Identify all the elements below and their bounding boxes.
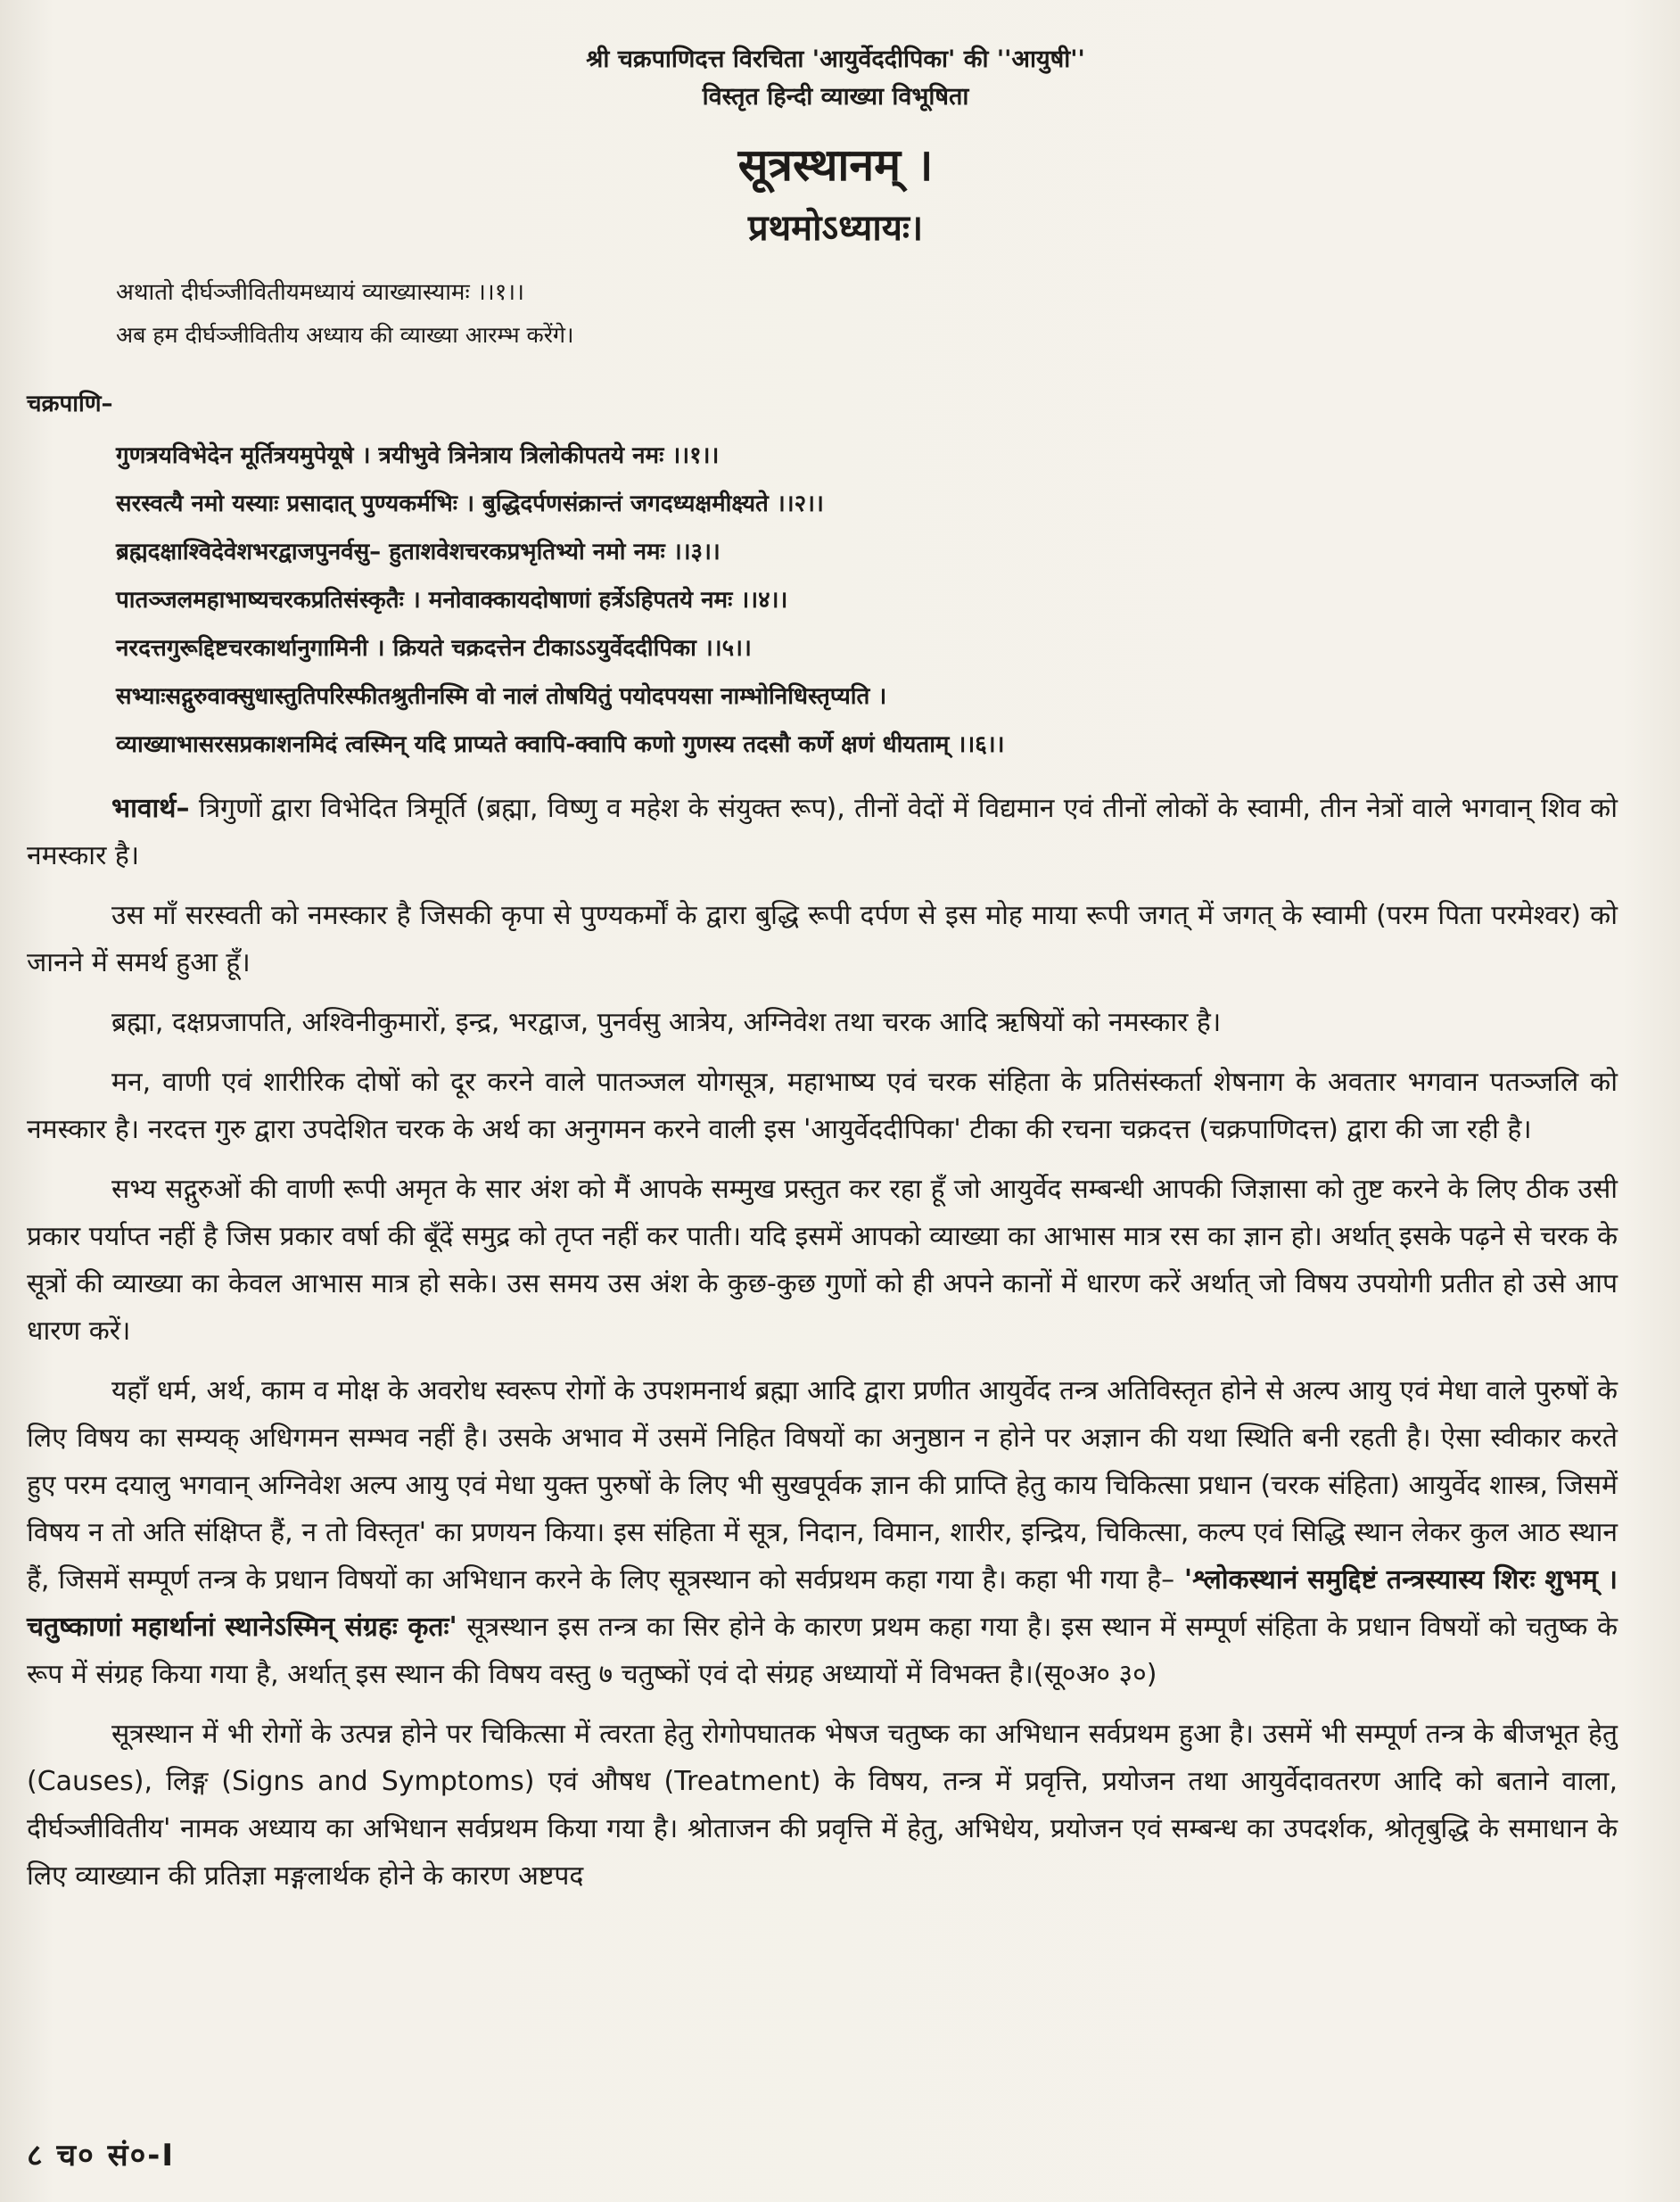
header-line-1: श्री चक्रपाणिदत्त विरचिता 'आयुर्वेददीपिका' की ''आयुषी'' bbox=[586, 45, 1085, 73]
quoted-verse: 'श्लोकस्थानं समुद्दिष्टं तन्त्रस्यास्य शिरः शुभम् । चतुष्काणां महार्थानां स्थानेऽस्मिन् संग्रहः कृतः' bbox=[27, 1564, 1618, 1643]
mangala-verse: नरदत्तगुरूद्दिष्टचरकार्थानुगामिनी । क्रियते चक्रदत्तेन टीकाऽऽयुर्वेददीपिका ।।५।। bbox=[116, 635, 752, 662]
mangala-verse: व्याख्याभासरसप्रकाशनमिदं त्वस्मिन् यदि प्राप्यते क्वापि-क्वापि कणो गुणस्य तदसौ कर्णे क्षणं धीयताम् ।।६।। bbox=[116, 731, 1005, 758]
mangala-verse: ब्रह्मदक्षाश्विदेवेशभरद्वाजपुनर्वसु– हुताशवेशचरकप्रभृतिभ्यो नमो नमः ।।३।। bbox=[116, 539, 721, 565]
paragraph bbox=[27, 1367, 1618, 1698]
bhavartha-label: भावार्थ– bbox=[111, 793, 190, 824]
mangala-verses bbox=[27, 432, 1618, 769]
paragraph bbox=[27, 785, 1618, 879]
page-header bbox=[54, 41, 1618, 116]
paragraph-text: सूत्रस्थान इस तन्त्र का सिर होने के कारण प्रथम कहा गया है। इस स्थान में सम्पूर्ण संहिता के प्रधान विषयों को चतुष्क के रूप में संग्रह किया गया है, अर्थात् इस स्थान की विषय वस्तु ७ चतुष्कों एवं दो संग्रह अध्यायों में विभक्त है।(सू०अ० ३०) bbox=[27, 1612, 1618, 1690]
sutra-verse: अथातो दीर्घञ्जीवितीयमध्यायं व्याख्यास्यामः ।।१।। bbox=[116, 279, 524, 306]
paragraph: उस माँ सरस्वती को नमस्कार है जिसकी कृपा से पुण्यकर्मों के द्वारा बुद्धि रूपी दर्पण से इस मोह माया रूपी जगत् में जगत् के स्वामी (परम पिता परमेश्वर) को जानने में समर्थ हुआ हूँ। bbox=[27, 900, 1618, 978]
paragraph-text: यहाँ धर्म, अर्थ, काम व मोक्ष के अवरोध स्वरूप रोगों के उपशमनार्थ ब्रह्मा आदि द्वारा प्रणीत आयुर्वेद तन्त्र अतिविस्तृत होने से अल्प आयु एवं मेधा वाले पुरुषों के लिए विषय का सम्यक् अधिगमन सम्भव नहीं है। उसके अभाव में उसमें निहित विषयों का अनुष्ठान न होने पर अज्ञान की यथा स्थिति बनी रहती है। ऐसा स्वीकार करते हुए परम दयालु भगवान् अग्निवेश अल्प आयु एवं मेधा युक्त पुरुषों के लिए भी सुखपूर्वक ज्ञान की प्राप्ति हेतु काय चिकित्सा प्रधान (चरक संहिता) आयुर्वेद शास्त्र, जिसमें विषय न तो अति संक्षिप्त हैं, न तो विस्तृत' का प्रणयन किया। इस संहिता में सूत्र, निदान, विमान, शारीर, इन्द्रिय, चिकित्सा, कल्प एवं सिद्धि स्थान लेकर कुल आठ स्थान हैं, जिसमें सम्पूर्ण तन्त्र के प्रधान विषयों का अभिधान करने के लिए सूत्रस्थान को सर्वप्रथम कहा गया है। कहा भी गया है– bbox=[27, 1375, 1618, 1596]
mangala-verse: सभ्याःसद्गुरुवाक्सुधास्तुतिपरिस्फीतश्रुतीनस्मि वो नालं तोषयितुं पयोदपयसा नाम्भोनिधिस्तृप्यति । bbox=[116, 683, 887, 710]
page-footer-signature: ८ च० सं०-I bbox=[27, 2138, 176, 2173]
mangala-verse: पातञ्जलमहाभाष्यचरकप्रतिसंस्कृतैः । मनोवाक्कायदोषाणां हर्त्रेऽहिपतये नमः ।।४।। bbox=[116, 587, 788, 614]
header-line-2: विस्तृत हिन्दी व्याख्या विभूषिता bbox=[702, 83, 969, 111]
mangala-verse: सरस्वत्यै नमो यस्याः प्रसादात् पुण्यकर्मभिः । बुद्धिदर्पणसंक्रान्तं जगदध्यक्षमीक्ष्यते ।।२।। bbox=[116, 491, 824, 517]
paragraph: सभ्य सद्गुरुओं की वाणी रूपी अमृत के सार अंश को मैं आपके सम्मुख प्रस्तुत कर रहा हूँ जो आयुर्वेद सम्बन्धी आपकी जिज्ञासा को तुष्ट करने के लिए ठीक उसी प्रकार पर्याप्त नहीं है जिस प्रकार वर्षा की बूँदें समुद्र को तृप्त नहीं कर पाती। यदि इसमें आपको व्याख्या का आभास मात्र रस का ज्ञान हो। अर्थात् इसके पढ़ने से चरक के सूत्रों की व्याख्या का केवल आभास मात्र हो सके। उस समय उस अंश के कुछ-कुछ गुणों को ही अपने कानों में धारण करें अर्थात् जो विषय उपयोगी प्रतीत हो उसे आप धारण करें। bbox=[27, 1174, 1618, 1347]
chapter-title: प्रथमोऽध्यायः। bbox=[747, 208, 924, 249]
paragraph: मन, वाणी एवं शारीरिक दोषों को दूर करने वाले पातञ्जल योगसूत्र, महाभाष्य एवं चरक संहिता के प्रतिसंस्कर्ता शेषनाग के अवतार भगवान पतञ्जलि को नमस्कार है। नरदत्त गुरु द्वारा उपदेशित चरक के अर्थ का अनुगमन करने वाली इस 'आयुर्वेददीपिका' टीका की रचना चक्रदत्त (चक्रपाणिदत्त) द्वारा की जा रही है। bbox=[27, 1067, 1618, 1145]
sutra-gloss: अब हम दीर्घञ्जीवितीय अध्याय की व्याख्या आरम्भ करेंगे। bbox=[116, 322, 574, 348]
paragraph: ब्रह्मा, दक्षप्रजापति, अश्विनीकुमारों, इन्द्र, भरद्वाज, पुनर्वसु आत्रेय, अग्निवेश तथा चरक आदि ऋषियों को नमस्कार है। bbox=[111, 1007, 1222, 1038]
paragraph: सूत्रस्थान में भी रोगों के उत्पन्न होने पर चिकित्सा में त्वरता हेतु रोगोपघातक भेषज चतुष्क का अभिधान सर्वप्रथम हुआ है। उसमें भी सम्पूर्ण तन्त्र के बीजभूत हेतु (Causes), लिङ्ग (Signs and Symptoms) एवं औषध (Treatment) के विषय, तन्त्र में प्रवृत्ति, प्रयोजन तथा आयुर्वेदावतरण आदि को बताने वाला, दीर्घञ्जीवितीय' नामक अध्याय का अभिधान सर्वप्रथम किया गया है। श्रोताजन की प्रवृत्ति में हेतु, अभिधेय, प्रयोजन एवं सम्बन्ध का उपदर्शक, श्रोतृबुद्धि के समाधान के लिए व्याख्यान की प्रतिज्ञा मङ्गलार्थक होने के कारण अष्टपद bbox=[27, 1719, 1618, 1892]
mangala-verse: गुणत्रयविभेदेन मूर्तित्रयमुपेयूषे । त्रयीभुवे त्रिनेत्राय त्रिलोकीपतये नमः ।।१।। bbox=[116, 442, 720, 469]
paragraph-text: त्रिगुणों द्वारा विभेदित त्रिमूर्ति (ब्रह्मा, विष्णु व महेश के संयुक्त रूप), तीनों वेदों में विद्यमान एवं तीनों लोकों के स्वामी, तीन नेत्रों वाले भगवान् शिव को नमस्कार है। bbox=[27, 793, 1618, 871]
section-title: सूत्रस्थानम् । bbox=[737, 139, 934, 191]
commentator-label: चक्रपाणि– bbox=[27, 391, 113, 417]
